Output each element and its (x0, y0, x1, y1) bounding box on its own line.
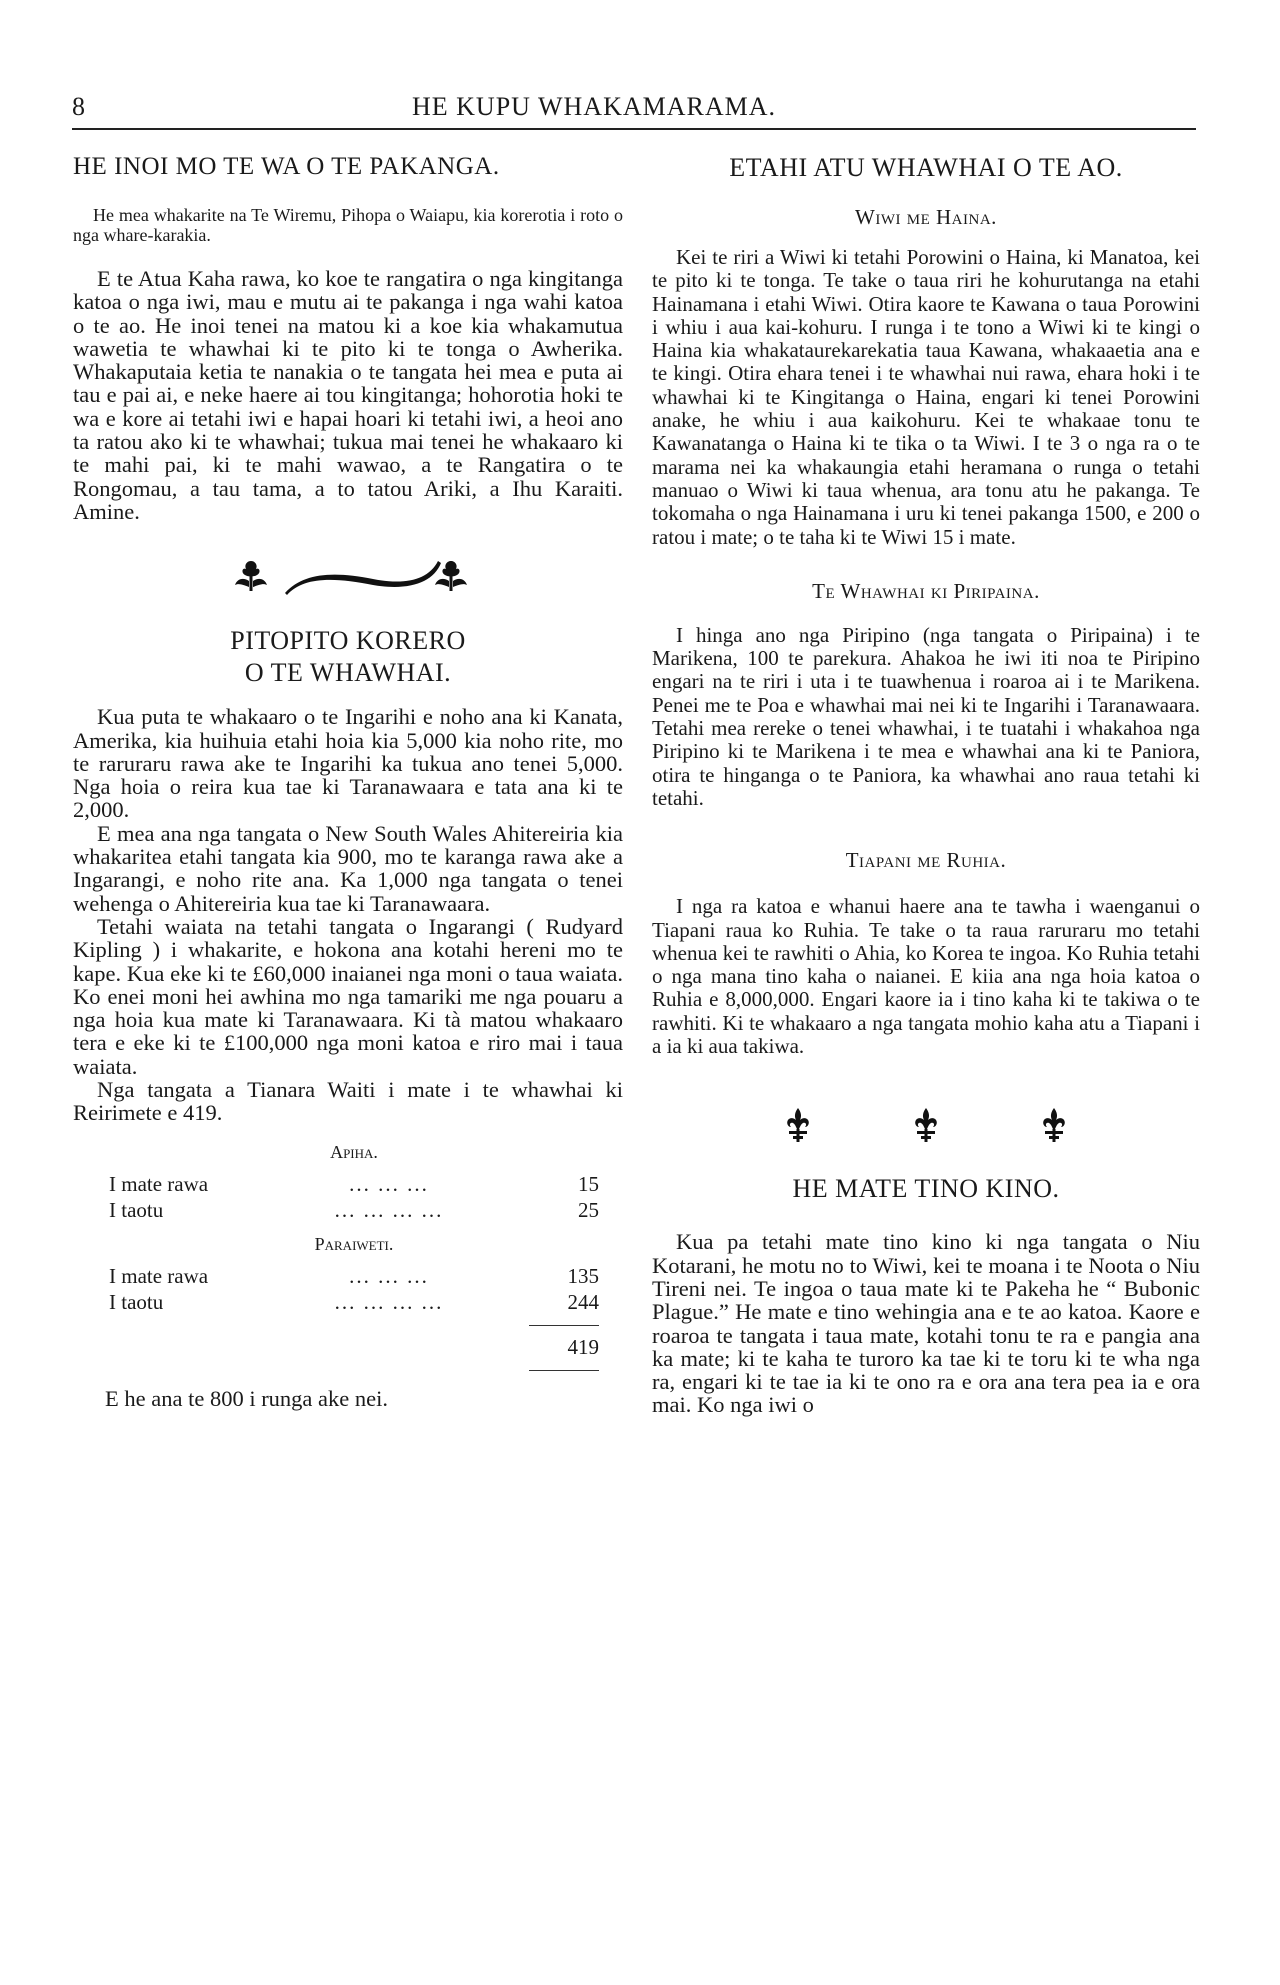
war-news-title (73, 625, 623, 689)
left-column (73, 150, 623, 1410)
philippines-section (652, 579, 1200, 810)
page-number: 8 (72, 92, 85, 121)
section-heading: Wiwi me Haina. (855, 205, 997, 229)
casualties-table (109, 1131, 599, 1371)
france-china-section (652, 205, 1200, 549)
fleur-de-lis-icon (1040, 1108, 1068, 1144)
sum-rule (529, 1315, 599, 1326)
row-value: 135 (567, 1263, 599, 1288)
plague-article (652, 1174, 1200, 1416)
news-paragraph: Nga tangata a Tianara Waiti i mate i te whawhai ki Reirimete e 419. (73, 1077, 623, 1126)
war-news-title-line2: O TE WHAWHAI. (244, 658, 452, 688)
section-title-officers: Apiha. (330, 1141, 378, 1162)
row-value: 25 (578, 1197, 599, 1222)
page-header (72, 92, 1196, 132)
table-row (109, 1171, 599, 1197)
section-heading: Tiapani me Ruhia. (845, 848, 1007, 873)
row-value: 15 (578, 1171, 599, 1196)
prayer-article (73, 153, 623, 523)
war-news-article (73, 625, 623, 1410)
fleur-de-lis-icon (912, 1108, 940, 1144)
total-rule-row (109, 1360, 599, 1371)
row-value: 244 (567, 1289, 599, 1314)
row-leader-dots: ... ... ... (349, 1171, 429, 1196)
prayer-intro: He mea whakarite na Te Wiremu, Pihopa o Waiapu, kia korerotia i roto o nga whare-karakia. (73, 205, 623, 245)
floral-divider-icon (223, 553, 473, 603)
row-leader-dots: ... ... ... ... (334, 1289, 444, 1314)
row-label: I taotu (109, 1289, 164, 1314)
news-paragraph: Kua puta te whakaaro o te Ingarihi e noho ana ki Kanata, Amerika, kia huihuia etahi hoia kia 5,000 kia noho rite, mo te raruraru rawa ake te Ingarihi ka tukua ano tenei 5,000. Nga hoia o reira kua tae ki Taranawaara e tata ana ki te 2,000. (73, 704, 623, 823)
fleur-de-lis-icon (784, 1108, 812, 1144)
japan-russia-section (652, 848, 1200, 1058)
news-paragraph: E mea ana nga tangata o New South Wales Ahitereiria kia whakaritea etahi tangata kia 900, mo te karanga rawa ake a Ingarangi, e noho rite ana. Ka 1,000 nga tangata o tenei wehenga o Ahitereiria kua tae ki Taranawaara. (73, 820, 623, 916)
row-label: I mate rawa (109, 1171, 209, 1196)
section-header-row (109, 1223, 599, 1263)
total-value: 419 (567, 1334, 599, 1359)
total-rule (529, 1360, 599, 1371)
running-title: HE KUPU WHAKAMARAMA. (412, 92, 777, 121)
closing-note: E he ana te 800 i runga ake nei. (105, 1385, 389, 1411)
section-body: I hinga ano nga Piripino (nga tangata o Piripaina) i te Marikena, 100 te parekura. Ahakoa he iwi iti noa te Piripino engari na te riri i uta i te tuawhenua i roaroa ai i te Marikena. Penei me te Poa e whawhai mai nei ki te Ingarihi i Taranawaara. Tetahi mea rereke o tenei whawhai, i te tuatahi i whakahoa nga Piripino ki te Marikena i te mea e whawhai ana ki te Paniora, otira te hinganga o te Paniora, ka whawhai ano raua tetahi ki tetahi. (652, 622, 1200, 810)
world-wars-title: ETAHI ATU WHAWHAI O TE AO. (729, 153, 1123, 182)
sum-rule-row (109, 1315, 599, 1326)
right-column (652, 150, 1200, 1417)
section-body: I nga ra katoa e whanui haere ana te tawha i waenganui o Tiapani raua ko Ruhia. Te take o ta raua raruraru mo tetahi whenua kei te rawhiti o Ahia, ko Korea te ingoa. Ko Ruhia tetahi o nga mana tino kaha o naianei. E kiia ana nga hoia katoa o Ruhia e 8,000,000. Engari kaore ia i tino kaha ki te takiwa o te rawhiti. Ki te whakaaro a nga tangata mohio kaha atu a Tiapani i a ia ki aua takiwa. (652, 894, 1200, 1059)
row-label: I mate rawa (109, 1263, 209, 1288)
plague-body: Kua pa tetahi mate tino kino ki nga tangata o Niu Kotarani, he motu no to Wiwi, kei te moana i te Noota o Niu Tireni nei. Te ingoa o taua mate ki te Pakeha he “ Bubonic Plague.” He mate e tino wehingia ana e te ao katoa. Kaore e roaroa te tangata i taua mate, kotahi tonu te ra e pangia ana ka mate; ki te kaha te turoro ka tae ki te toru ki te wha nga ra, engari ki te tae ia ki te ono ra e ora ana tera pea ia e ora mai. Ko nga iwi o (652, 1229, 1200, 1418)
war-news-title-line1: PITOPITO KORERO (230, 626, 466, 656)
total-row (109, 1325, 599, 1360)
header-rule (72, 128, 1196, 130)
row-label: I taotu (109, 1197, 164, 1222)
section-title-privates: Paraiweti. (314, 1233, 394, 1254)
war-news-body (73, 705, 623, 1124)
news-paragraph: Tetahi waiata na tetahi tangata o Ingarangi ( Rudyard Kipling ) i whakarite, e hokona ana kotahi hereni mo te kape. Kua eke ki te £60,000 inaianei nga moni o taua waiata. Ko enei moni hei awhina mo nga tamariki me nga pouaru a nga hoia kua mate ki Taranawaara. Ki tà matou whakaaro tera e eke ki te £100,000 nga moni katoa e riro mai i taua waiata. (73, 913, 623, 1079)
prayer-body: E te Atua Kaha rawa, ko koe te rangatira o nga kingitanga katoa o nga iwi, mau e mutu ai te pakanga i nga wahi katoa o te ao. He inoi tenei na matou ki a koe kia whakamutua wawetia te whawhai ki te pito ki te tonga o Awherika. Whakaputaia ketia te nanakia o te tangata hei mea e puta ai tau e pai ai, e neke haere ai tou kingitanga; hohorotia hoki te wa e kore ai tetahi iwi e hapai hoari ki tetahi iwi, a heoi ano ta ratou ako ki te whawhai; tukua mai tenei he whakaaro ki te mahi pai, ki te mahi wawao, a te Rangatira o te Rongomau, a tau tama, a to tatou Ariki, a Ihu Karaiti. Amine. (73, 266, 623, 524)
prayer-title: HE INOI MO TE WA O TE PAKANGA. (73, 153, 500, 180)
section-body: Kei te riri a Wiwi ki tetahi Porowini o Haina, ki Manatoa, kei te pito ki te tonga. Te take o taua riri he kohurutanga na etahi Hainamana i etahi Wiwi. Otira kaore te Kawana o taua Porowini i whiu i aua kai-kohuru. I runga i te tono a Wiwi ki te kingi o Haina kia whakataurekarekatia taua Kawana, whakaaetia ana e te kingi. Otira ehara tenei i te whawhai nui rawa, ehara hoki i te whawhai ki te Kingitanga o Haina, engari ki tenei Porowini anake, he whiu i aua kaikohuru. Kei te whakaae tonu te Kawanatanga o Haina ki te tika o ta Wiwi. I te 3 o nga ra o te marama nei ka whakaungia etahi heramana o runga o tetahi manuao o Wiwi ki taua whenua, ara tonu atu he pakanga. Te tokomaha o nga Hainamana i uru ki tenei pakanga 1500, e 200 o ratou i mate; o te taha ki te Wiwi 15 i mate. (652, 245, 1200, 549)
row-leader-dots: ... ... ... (349, 1263, 429, 1288)
row-leader-dots: ... ... ... ... (334, 1197, 444, 1222)
section-header-row (109, 1131, 599, 1171)
table-row (109, 1263, 599, 1289)
table-row (109, 1197, 599, 1223)
section-heading: Te Whawhai ki Piripaina. (812, 578, 1040, 603)
plague-title: HE MATE TINO KINO. (792, 1174, 1060, 1204)
table-row (109, 1289, 599, 1315)
fleur-de-lis-divider (652, 1108, 1200, 1144)
